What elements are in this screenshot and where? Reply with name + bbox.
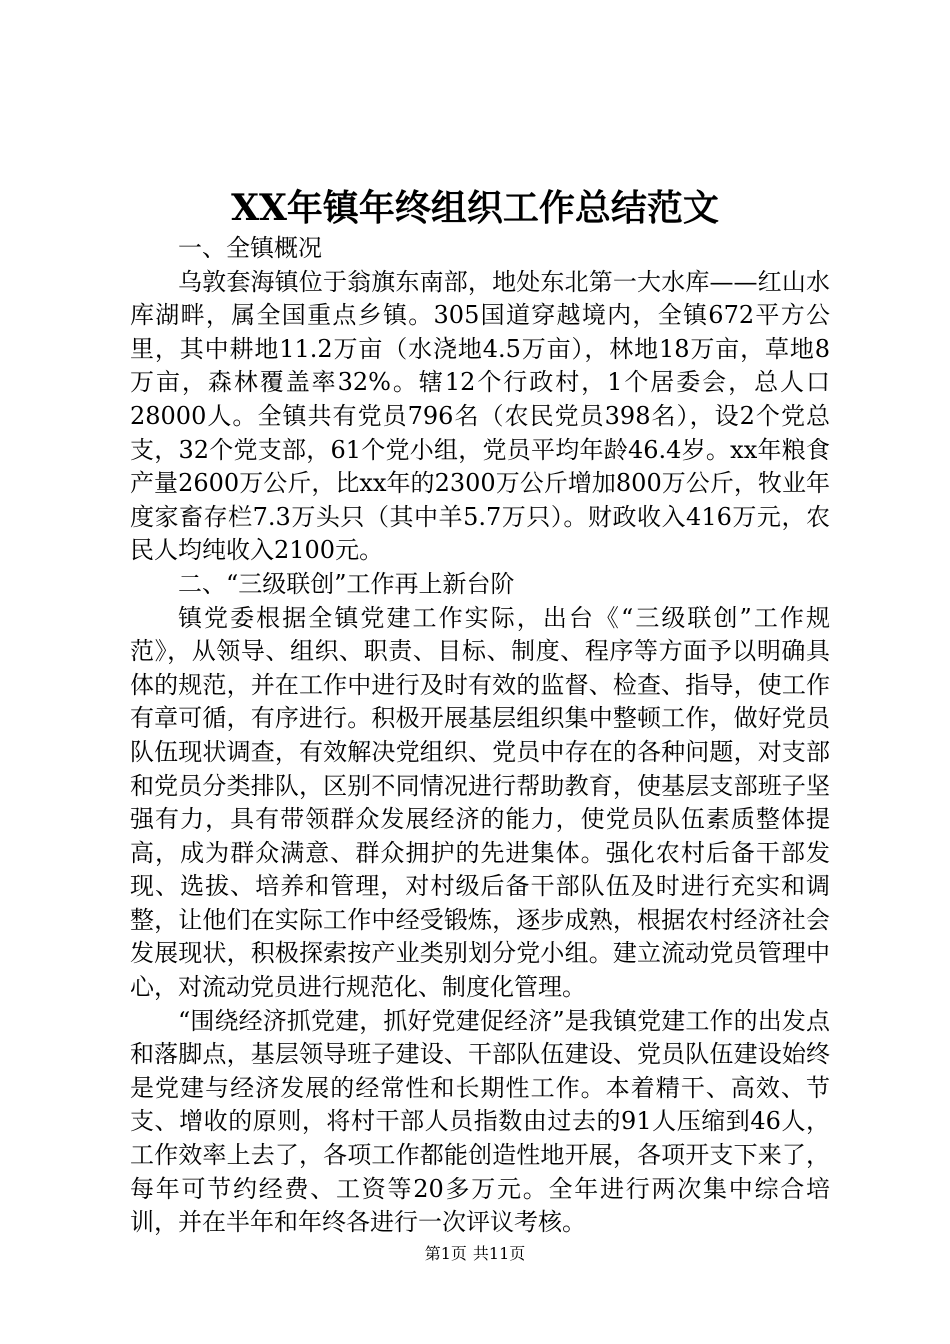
paragraph: “围绕经济抓党建，抓好党建促经济”是我镇党建工作的出发点和落脚点，基层领导班子建设、干部队伍建设、党员队伍建设始终是党建与经济发展的经常性和长期性工作。本着精干、高效、节支、增收的原则，将村干部人员指数由过去的91人压缩到46人，工作效率上去了，各项工作都能创造性地开展，各项开支下来了，每年可节约经费、工资等20多万元。全年进行两次集中综合培训，并在半年和年终各进行一次评议考核。 [130,1006,830,1237]
section-heading: 二、“三级联创”工作再上新台阶 [178,569,515,598]
page-footer [0,1242,950,1266]
paragraph: 镇党委根据全镇党建工作实际，出台《“三级联创”工作规范》，从领导、组织、职责、目标、制度、程序等方面予以明确具体的规范，并在工作中进行及时有效的监督、检查、指导，使工作有章可循，有序进行。积极开展基层组织集中整顿工作，做好党员队伍现状调查，有效解决党组织、党员中存在的各种问题，对支部和党员分类排队，区别不同情况进行帮助教育，使基层支部班子坚强有力，具有带领群众发展经济的能力，使党员队伍素质整体提高，成为群众满意、群众拥护的先进集体。强化农村后备干部发现、选拔、培养和管理，对村级后备干部队伍及时进行充实和调整，让他们在实际工作中经受锻炼，逐步成熟，根据农村经济社会发展现状，积极探索按产业类别划分党小组。建立流动党员管理中心，对流动党员进行规范化、制度化管理。 [130,603,830,1002]
document-body [130,232,830,1240]
section-heading: 一、全镇概况 [178,234,322,262]
page-total: 共11页 [472,1244,526,1263]
paragraph: 乌敦套海镇位于翁旗东南部，地处东北第一大水库——红山水库湖畔，属全国重点乡镇。305国道穿越境内，全镇672平方公里，其中耕地11.2万亩（水浇地4.5万亩），林地18万亩，草地8万亩，森林覆盖率32%。辖12个行政村，1个居委会，总人口28000人。全镇共有党员796名（农民党员398名），设2个党总支，32个党支部，61个党小组，党员平均年龄46.4岁。xx年粮食产量2600万公斤，比xx年的2300万公斤增加800万公斤，牧业年度家畜存栏7.3万头只（其中羊5.7万只）。财政收入416万元，农民人均纯收入2100元。 [130,267,830,565]
document-title: XX年镇年终组织工作总结范文 [231,187,719,229]
page-number: 第1页 [424,1244,467,1263]
